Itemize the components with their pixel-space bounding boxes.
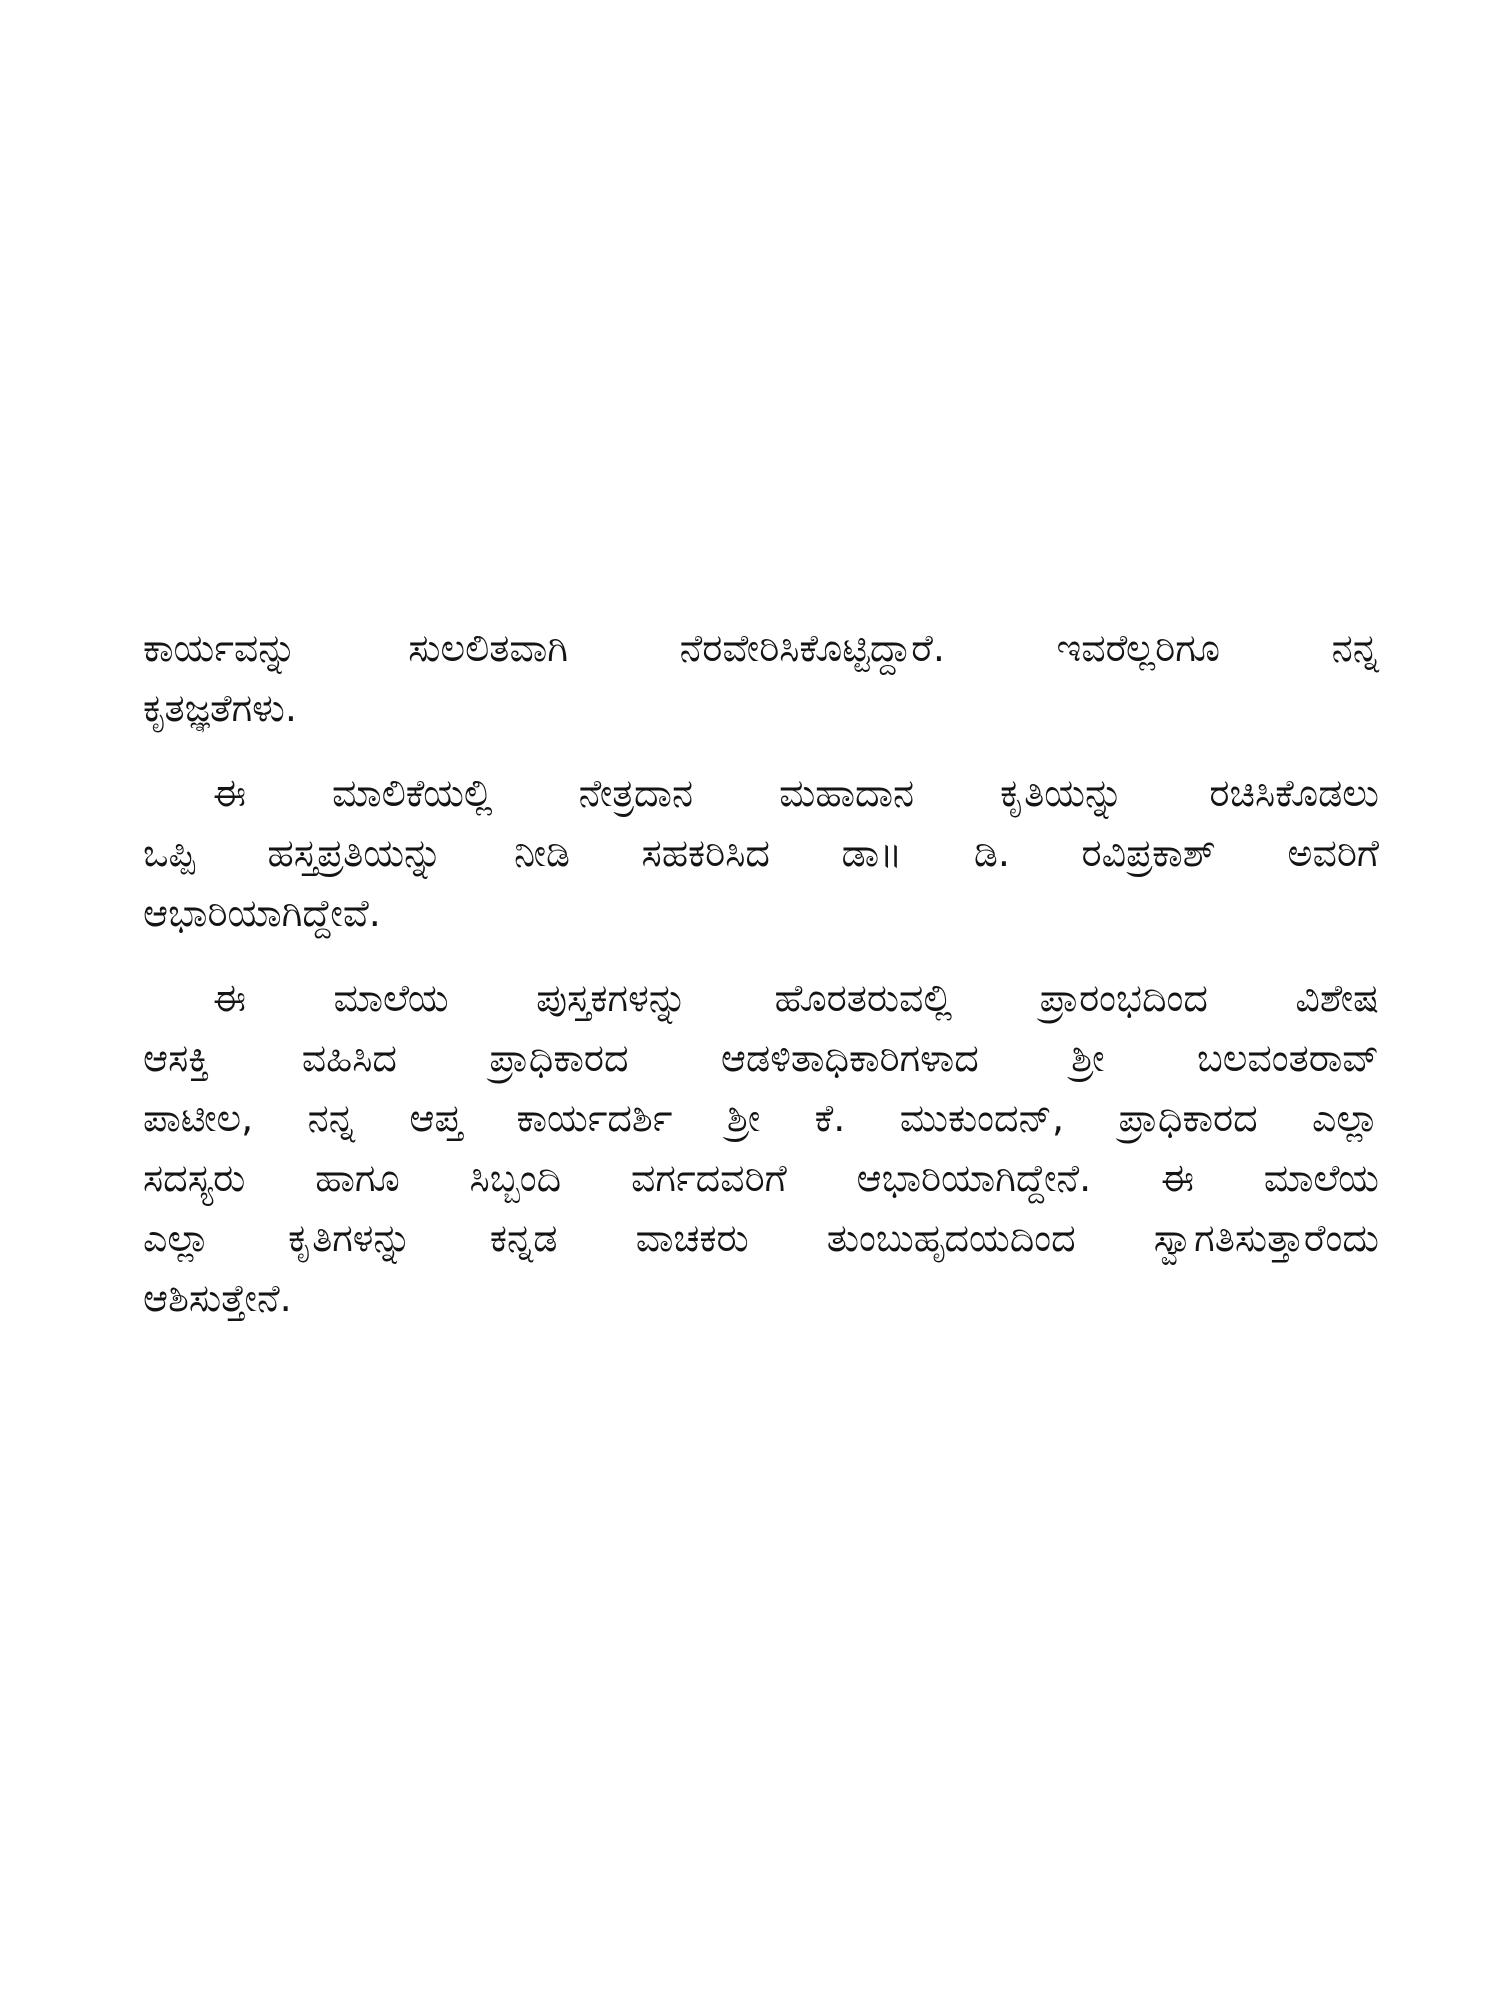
body-text [143, 618, 1379, 1328]
paragraph-line: ಆಭಾರಿಯಾಗಿದ್ದೇವೆ. [143, 891, 381, 935]
paragraph-line: ಈ ಮಾಲೆಯ ಪುಸ್ತಕಗಳನ್ನು ಹೊರತರುವಲ್ಲಿ ಪ್ರಾರಂಭದಿಂದ ವಿಶೇಷ [213, 976, 1379, 1020]
paragraph-1 [143, 618, 1379, 738]
paragraph-line: ಕೃತಜ್ಞತೆಗಳು. [143, 686, 297, 730]
paragraph-line: ಕಾರ್ಯವನ್ನು ಸುಲಲಿತವಾಗಿ ನೆರವೇರಿಸಿಕೊಟ್ಟಿದ್ದಾರೆ. ಇವರೆಲ್ಲರಿಗೂ ನನ್ನ [143, 626, 1379, 670]
paragraph-3 [143, 968, 1379, 1328]
paragraph-line: ಸದಸ್ಯರು ಹಾಗೂ ಸಿಬ್ಬಂದಿ ವರ್ಗದವರಿಗೆ ಆಭಾರಿಯಾಗಿದ್ದೇನೆ. ಈ ಮಾಲೆಯ [143, 1156, 1379, 1200]
paragraph-line: ಈ ಮಾಲಿಕೆಯಲ್ಲಿ ನೇತ್ರದಾನ ಮಹಾದಾನ ಕೃತಿಯನ್ನು ರಚಿಸಿಕೊಡಲು [213, 771, 1379, 815]
paragraph-line: ಎಲ್ಲಾ ಕೃತಿಗಳನ್ನು ಕನ್ನಡ ವಾಚಕರು ತುಂಬುಹೃದಯದಿಂದ ಸ್ವಾಗತಿಸುತ್ತಾರೆಂದು [143, 1216, 1379, 1260]
paragraph-line: ಆಸಕ್ತಿ ವಹಿಸಿದ ಪ್ರಾಧಿಕಾರದ ಆಡಳಿತಾಧಿಕಾರಿಗಳಾದ ಶ್ರೀ ಬಲವಂತರಾವ್ [143, 1036, 1379, 1080]
paragraph-line: ಪಾಟೀಲ, ನನ್ನ ಆಪ್ತ ಕಾರ್ಯದರ್ಶಿ ಶ್ರೀ ಕೆ. ಮುಕುಂದನ್, ಪ್ರಾಧಿಕಾರದ ಎಲ್ಲಾ [143, 1096, 1379, 1140]
paragraph-2 [143, 763, 1379, 943]
paragraph-line: ಆಶಿಸುತ್ತೇನೆ. [143, 1276, 292, 1320]
paragraph-line: ಒಪ್ಪಿ ಹಸ್ತಪ್ರತಿಯನ್ನು ನೀಡಿ ಸಹಕರಿಸಿದ ಡಾ॥ ಡಿ. ರವಿಪ್ರಕಾಶ್ ಅವರಿಗೆ [143, 831, 1379, 875]
